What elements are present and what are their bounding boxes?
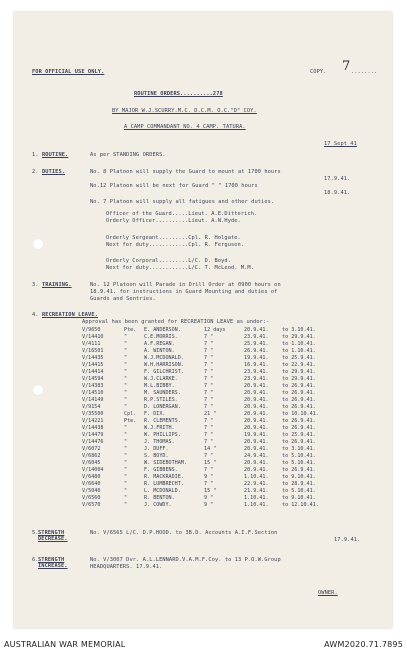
leave-cell: " xyxy=(124,404,128,410)
orders-title: ROUTINE ORDERS..........278 xyxy=(134,91,223,97)
document-page xyxy=(14,12,392,628)
leave-cell: W. SIDEBOTHAM. xyxy=(144,460,187,466)
leave-cell: 23.9.41. xyxy=(244,334,269,340)
leave-cell: to 29.9.41. xyxy=(282,334,316,340)
leave-row xyxy=(82,502,382,509)
leave-cell: V/4111 xyxy=(82,341,101,347)
leave-cell: V/6560 xyxy=(82,495,101,501)
leave-row xyxy=(82,404,382,411)
leave-row xyxy=(82,411,382,418)
leave-row xyxy=(82,495,382,502)
leave-cell: 7 " xyxy=(204,362,214,368)
leave-cell: F. GIBBENS. xyxy=(144,467,178,473)
leave-cell: A.F.REGAN. xyxy=(144,341,175,347)
leave-cell: 15 " xyxy=(204,460,217,466)
leave-row xyxy=(82,446,382,453)
leave-cell: 7 " xyxy=(204,334,214,340)
leave-cell: " xyxy=(124,334,128,340)
leave-row xyxy=(82,369,382,376)
orderly-corporal: Orderly Corporal.........L/C. D. Boyd. xyxy=(106,258,231,264)
leave-cell: 23.9.41. xyxy=(244,369,269,375)
leave-cell: V/5040 xyxy=(82,488,101,494)
leave-cell: 20.9.41. xyxy=(244,397,269,403)
leave-cell: W. PHILLIPS. xyxy=(144,432,181,438)
leave-cell: to 26.9.41. xyxy=(282,467,316,473)
leave-row xyxy=(82,397,382,404)
duties-line-3: No.12 Platoon will be next for Guard " " 1700 hours xyxy=(90,183,258,189)
orderly-officer: Orderly Officer..........Lieut. A.N.Hyde. xyxy=(106,218,241,224)
leave-cell: 7 " xyxy=(204,341,214,347)
leave-cell: V/9154 xyxy=(82,404,101,410)
leave-row xyxy=(82,453,382,460)
leave-cell: to 26.9.41. xyxy=(282,390,316,396)
leave-row xyxy=(82,355,382,362)
punch-hole-bottom xyxy=(32,384,44,396)
leave-cell: V/14594 xyxy=(82,376,104,382)
orders-date: 17 Sept 41 xyxy=(324,141,357,147)
leave-cell: W.H.HARRISON. xyxy=(144,362,184,368)
leave-cell: V/16501 xyxy=(82,348,104,354)
orders-subtitle: A CAMP COMMANDANT NO. 4 CAMP. TATURA. xyxy=(124,124,246,130)
leave-row xyxy=(82,425,382,432)
recreation-intro: Approval has been granted for RECREATION LEAVE as under:- xyxy=(82,319,270,325)
increase-line-2: HEADQUARTERS. 17.9.41. xyxy=(90,564,163,570)
leave-cell: 7 " xyxy=(204,397,214,403)
leave-cell: M.L.BIBBY. xyxy=(144,383,175,389)
leave-row xyxy=(82,460,382,467)
leave-cell: to 26.9.41. xyxy=(282,404,316,410)
leave-row xyxy=(82,362,382,369)
leave-cell: W.J.MCDONALD. xyxy=(144,355,184,361)
leave-cell: 20.9.41. xyxy=(244,425,269,431)
footer-institution: AUSTRALIAN WAR MEMORIAL xyxy=(4,640,126,649)
leave-cell: " xyxy=(124,390,128,396)
owner-signature: OWNER. xyxy=(318,590,338,596)
leave-cell: R. MACKRADIE. xyxy=(144,474,184,480)
orders-byline: BY MAJOR W.J.SCURRY.M.C. D.C.M. O.C."D" COY. xyxy=(112,108,257,114)
leave-cell: to 25.9.41. xyxy=(282,355,316,361)
leave-cell: to 3.10.41. xyxy=(282,446,316,452)
leave-cell: 7 " xyxy=(204,432,214,438)
leave-cell: 7 " xyxy=(204,376,214,382)
leave-cell: " xyxy=(124,474,128,480)
leave-cell: 7 " xyxy=(204,369,214,375)
section-1-number: 1. xyxy=(32,152,39,158)
section-5-number: 5. xyxy=(32,530,39,536)
leave-cell: V/14438 xyxy=(82,425,104,431)
punch-hole-top xyxy=(32,238,44,250)
leave-cell: to 3.10.41. xyxy=(282,327,316,333)
section-6-heading: STRENGTH INCREASE. xyxy=(38,557,68,569)
leave-row xyxy=(82,383,382,390)
leave-cell: to 26.9.41. xyxy=(282,425,316,431)
leave-cell: 9 " xyxy=(204,495,214,501)
leave-cell: " xyxy=(124,369,128,375)
leave-cell: V/6480 xyxy=(82,474,101,480)
leave-cell: W.J.FRITH. xyxy=(144,425,175,431)
leave-cell: V/14221 xyxy=(82,418,104,424)
section-4-heading: RECREATION LEAVE. xyxy=(42,312,98,318)
leave-cell: " xyxy=(124,495,128,501)
section-2-number: 2. xyxy=(32,169,39,175)
leave-cell: 20.9.41. xyxy=(244,467,269,473)
leave-cell: " xyxy=(124,488,128,494)
leave-cell: W.J.CLARKE. xyxy=(144,376,178,382)
leave-cell: F. GILCHRIST. xyxy=(144,369,184,375)
strength-line-2: 17.9.41. xyxy=(334,537,361,543)
leave-cell: 20.9.41. xyxy=(244,439,269,445)
leave-cell: " xyxy=(124,348,128,354)
leave-row xyxy=(82,376,382,383)
leave-row xyxy=(82,341,382,348)
leave-cell: to 9.10.41. xyxy=(282,495,316,501)
leave-cell: to 1.10.41. xyxy=(282,341,316,347)
leave-cell: 7 " xyxy=(204,355,214,361)
leave-cell: " xyxy=(124,341,128,347)
leave-cell: 20.9.41. xyxy=(244,383,269,389)
leave-cell: " xyxy=(124,502,128,508)
leave-cell: to 29.9.41. xyxy=(282,369,316,375)
section-3-number: 3. xyxy=(32,282,39,288)
leave-cell: to 26.9.41. xyxy=(282,383,316,389)
leave-cell: 20.9.41. xyxy=(244,327,269,333)
leave-cell: 22.9.41. xyxy=(244,481,269,487)
leave-cell: " xyxy=(124,446,128,452)
leave-cell: V/9650 xyxy=(82,327,101,333)
leave-cell: " xyxy=(124,432,128,438)
leave-cell: 19.9.41. xyxy=(244,355,269,361)
footer-bar xyxy=(0,634,407,653)
leave-cell: 20.9.41. xyxy=(244,404,269,410)
leave-cell: 9 " xyxy=(204,502,214,508)
leave-cell: to 22.9.41. xyxy=(282,362,316,368)
leave-cell: 21 " xyxy=(204,411,217,417)
leave-cell: 19.9.41. xyxy=(244,432,269,438)
leave-cell: L. MCDONALD. xyxy=(144,488,181,494)
leave-cell: V/6862 xyxy=(82,453,101,459)
leave-row xyxy=(82,467,382,474)
leave-cell: " xyxy=(124,355,128,361)
leave-cell: 20.9.41. xyxy=(244,446,269,452)
leave-cell: 21.9.41. xyxy=(244,488,269,494)
leave-cell: V/6045 xyxy=(82,460,101,466)
leave-cell: " xyxy=(124,376,128,382)
copy-number: 7 xyxy=(342,59,351,74)
leave-row xyxy=(82,348,382,355)
leave-cell: V/14415 xyxy=(82,362,104,368)
leave-cell: " xyxy=(124,425,128,431)
strength-line-1: No. V/6565 L/C. D.P.HOOD. to 3B.D. Accounts A.I.F.Section xyxy=(90,530,278,536)
leave-cell: E. ANDERSON. xyxy=(144,327,181,333)
leave-cell: to 10.10.41. xyxy=(282,411,319,417)
leave-cell: to 5.10.41. xyxy=(282,488,316,494)
leave-cell: 24.9.41. xyxy=(244,453,269,459)
leave-cell: 20.9.41. xyxy=(244,418,269,424)
leave-cell: 20.9.41. xyxy=(244,460,269,466)
leave-row xyxy=(82,327,382,334)
recreation-leave-table xyxy=(82,327,382,517)
leave-cell: V/14383 xyxy=(82,383,104,389)
leave-row xyxy=(82,390,382,397)
leave-cell: 7 " xyxy=(204,467,214,473)
section-5-heading: STRENGTH DECREASE. xyxy=(38,530,68,542)
leave-cell: V/6570 xyxy=(82,502,101,508)
leave-cell: to 5.10.41. xyxy=(282,460,316,466)
section-4-number: 4. xyxy=(32,312,39,318)
leave-cell: to 28.9.41. xyxy=(282,481,316,487)
leave-row xyxy=(82,488,382,495)
duties-line-4: 18.9.41. xyxy=(324,190,351,196)
leave-cell: V/14479 xyxy=(82,432,104,438)
leave-cell: V/14414 xyxy=(82,369,104,375)
leave-cell: D. LONERGAN. xyxy=(144,404,181,410)
section-6-number: 6. xyxy=(32,557,39,563)
leave-row xyxy=(82,432,382,439)
leave-cell: " xyxy=(124,467,128,473)
leave-cell: Pte. xyxy=(124,418,137,424)
leave-cell: V/14149 xyxy=(82,397,104,403)
leave-cell: 23.9.41. xyxy=(244,376,269,382)
leave-cell: V/35500 xyxy=(82,411,104,417)
leave-cell: " xyxy=(124,383,128,389)
leave-cell: Pte. xyxy=(124,327,137,333)
leave-cell: J. THOMAS. xyxy=(144,439,175,445)
leave-cell: 20.9.41. xyxy=(244,390,269,396)
leave-cell: " xyxy=(124,397,128,403)
increase-line-1: No. V/3007 Dvr. A.L.LENNARD.V.A.M.F.Coy. to 13 P.O.W.Group xyxy=(90,557,281,563)
leave-cell: 1.10.41. xyxy=(244,474,269,480)
leave-row xyxy=(82,474,382,481)
leave-cell: " xyxy=(124,460,128,466)
leave-row xyxy=(82,334,382,341)
leave-cell: 16.9.41. xyxy=(244,362,269,368)
leave-cell: to 1.10.41. xyxy=(282,348,316,354)
leave-cell: 1.10.41. xyxy=(244,495,269,501)
training-line-1: No. 12 Platoon will Parade in Drill Order at 0900 hours on xyxy=(90,282,281,288)
leave-cell: 7 " xyxy=(204,404,214,410)
leave-cell: to 5.10.41. xyxy=(282,453,316,459)
leave-cell: V/14410 xyxy=(82,334,104,340)
leave-cell: 7 " xyxy=(204,439,214,445)
leave-cell: 7 " xyxy=(204,425,214,431)
leave-cell: 7 " xyxy=(204,418,214,424)
leave-cell: 15 " xyxy=(204,488,217,494)
leave-cell: to 26.9.41. xyxy=(282,418,316,424)
leave-cell: Cpl. xyxy=(124,411,137,417)
duties-line-2: 17.9.41. xyxy=(324,176,351,182)
classification-label: FOR OFFICIAL USE ONLY. xyxy=(32,69,105,75)
leave-cell: to 26.9.41. xyxy=(282,439,316,445)
training-line-2: 18.9.41. for instructions in Guard Mounting and duties of xyxy=(90,289,278,295)
next-corporal: Next for duty............L/C. T. McLeod. M.M. xyxy=(106,265,255,271)
leave-row xyxy=(82,481,382,488)
leave-cell: M. SAUNDERS. xyxy=(144,390,181,396)
leave-cell: 1.10.41. xyxy=(244,502,269,508)
footer-accession-number: AWM2020.71.7895 xyxy=(324,640,403,649)
training-line-3: Guards and Sentries. xyxy=(90,296,156,302)
leave-cell: S. BOYD. xyxy=(144,453,169,459)
section-1-text: As per STANDING ORDERS. xyxy=(90,152,166,158)
leave-cell: 25.9.41. xyxy=(244,341,269,347)
section-2-heading: DUTIES. xyxy=(42,169,66,175)
leave-cell: C.E.MORRIS. xyxy=(144,334,178,340)
leave-cell: V/6640 xyxy=(82,481,101,487)
leave-cell: 20.9.41. xyxy=(244,411,269,417)
leave-cell: A. WINTON. xyxy=(144,348,175,354)
leave-cell: to 9.10.41. xyxy=(282,474,316,480)
leave-cell: V/14004 xyxy=(82,467,104,473)
leave-cell: R. LUMBRECHT. xyxy=(144,481,184,487)
leave-cell: 26.9.41. xyxy=(244,348,269,354)
leave-cell: R.P.STILES. xyxy=(144,397,178,403)
leave-cell: 9 " xyxy=(204,474,214,480)
leave-cell: J. DUFF. xyxy=(144,446,169,452)
leave-cell: 12 days xyxy=(204,327,226,333)
leave-cell: " xyxy=(124,453,128,459)
leave-cell: to 29.9.41. xyxy=(282,376,316,382)
leave-cell: F. DIX. xyxy=(144,411,166,417)
duties-line-5: No. 7 Platoon will supply all fatigues and other duties. xyxy=(90,199,275,205)
leave-cell: 7 " xyxy=(204,390,214,396)
section-3-heading: TRAINING. xyxy=(42,282,72,288)
leave-cell: R. BENTON. xyxy=(144,495,175,501)
leave-cell: V/14435 xyxy=(82,355,104,361)
leave-row xyxy=(82,439,382,446)
next-sergeant: Next for duty............Cpl. R. Ferguson. xyxy=(106,242,245,248)
leave-cell: to 12.10.41. xyxy=(282,502,319,508)
leave-cell: " xyxy=(124,439,128,445)
leave-cell: 7 " xyxy=(204,348,214,354)
leave-cell: J. COWDY. xyxy=(144,502,172,508)
copy-label: COPY. xyxy=(310,69,327,75)
leave-cell: 7 " xyxy=(204,383,214,389)
leave-cell: 7 " xyxy=(204,453,214,459)
duties-line-1: No. 8 Platoon will supply the Guard to mount at 1700 hours xyxy=(90,169,281,175)
leave-cell: " xyxy=(124,362,128,368)
orderly-sergeant: Orderly Sergeant.........Cpl. R. Holgate. xyxy=(106,235,241,241)
leave-cell: V/6072 xyxy=(82,446,101,452)
leave-cell: to 25.9.41. xyxy=(282,432,316,438)
leave-cell: R. CLEMENTS. xyxy=(144,418,181,424)
leave-cell: V/14476 xyxy=(82,439,104,445)
leave-cell: 7 " xyxy=(204,481,214,487)
leave-cell: 14 " xyxy=(204,446,217,452)
officer-of-guard: Officer of the Guard.....Lieut. A.E.Ditterich. xyxy=(106,211,258,217)
leave-cell: to 26.9.41. xyxy=(282,397,316,403)
leave-cell: V/14510 xyxy=(82,390,104,396)
leave-cell: " xyxy=(124,481,128,487)
section-1-heading: ROUTINE. xyxy=(42,152,69,158)
copy-dots: ........ xyxy=(351,69,378,75)
leave-row xyxy=(82,418,382,425)
